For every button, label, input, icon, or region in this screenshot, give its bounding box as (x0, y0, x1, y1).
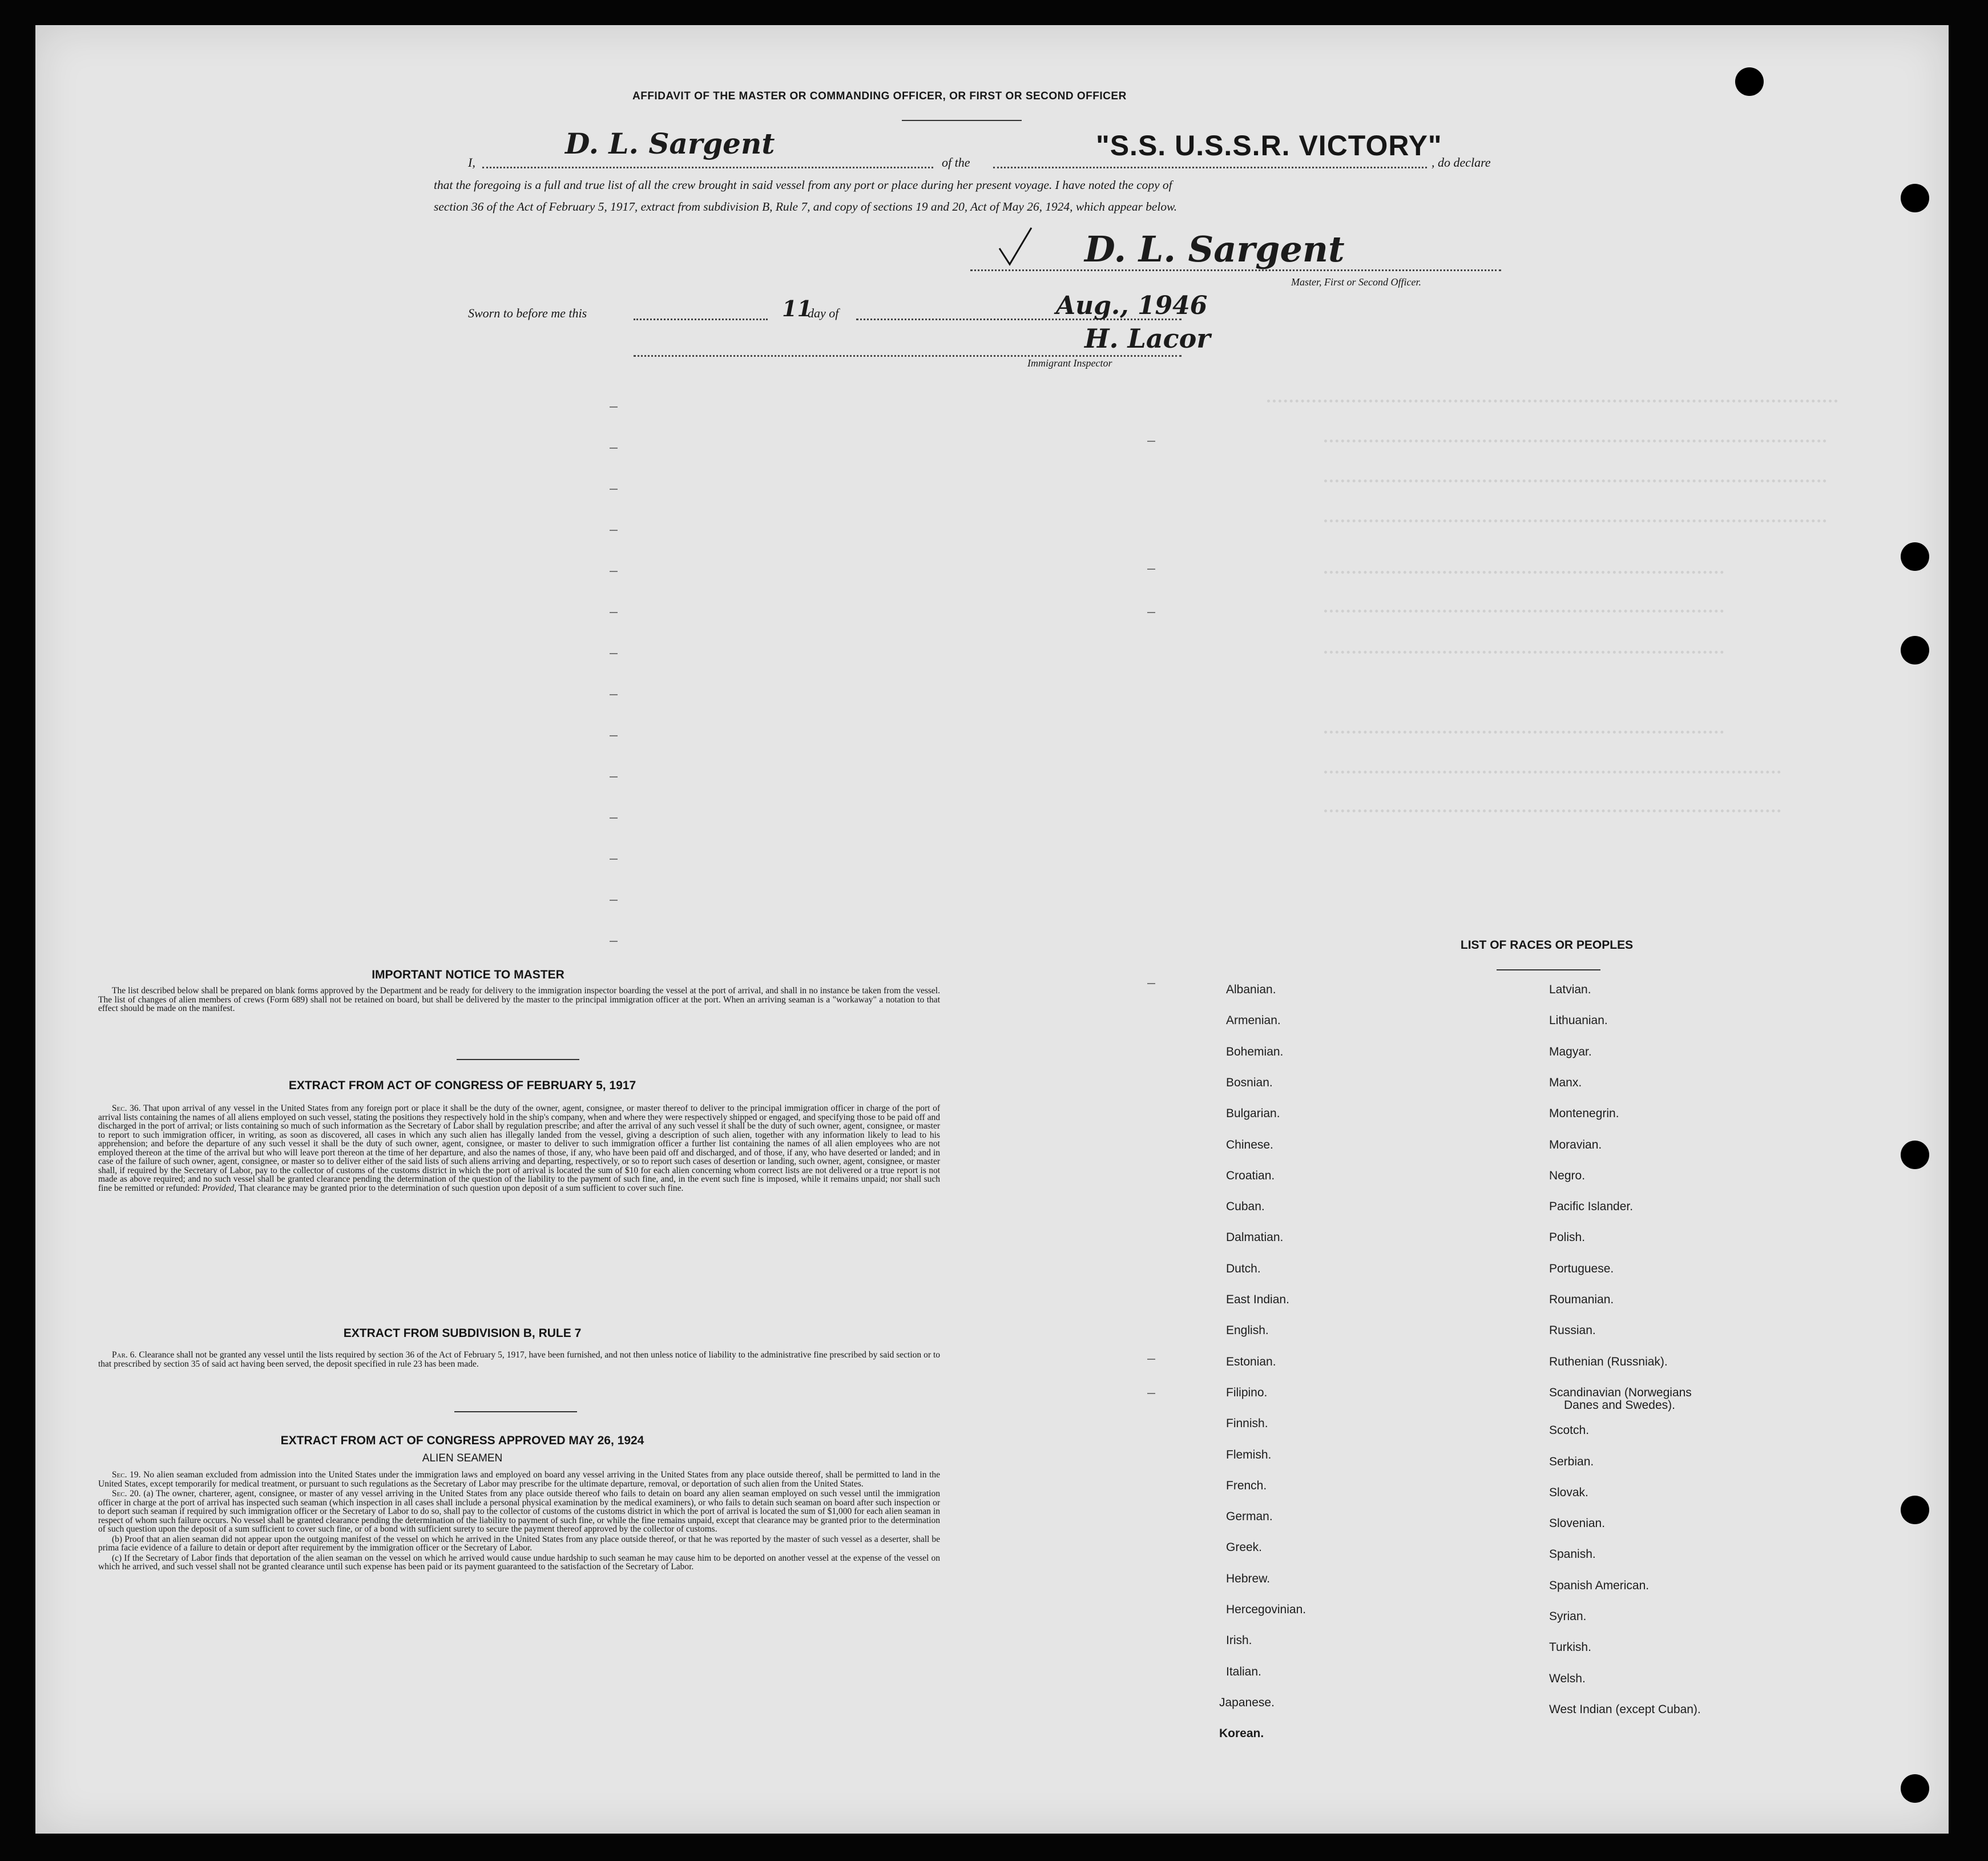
race-item: Portuguese. (1549, 1262, 1614, 1275)
race-item: Flemish. (1226, 1448, 1272, 1461)
notice-text: The list described below shall be prepared on blank forms approved by the Department and be ready for delivery to the immigration inspector boarding the vessel at the port of arrival, and shall in no instance be taken from the vessel. The list of changes of alien members of crews (Form 689) shall not be retained on board, but shall be delivered by the master to the principal immigration officer at the port. When an arriving seaman is a "workaway" a notation to that effect should be made on the manifest. (98, 986, 940, 1013)
row-dash (610, 859, 618, 860)
sworn-label: Sworn to before me this (468, 306, 587, 320)
inspector-caption: Immigrant Inspector (1027, 357, 1112, 369)
race-item: Welsh. (1549, 1671, 1586, 1685)
bleed-through-row (1324, 731, 1724, 734)
race-item: Magyar. (1549, 1045, 1592, 1058)
inspector-line (634, 355, 1181, 357)
race-item: Spanish. (1549, 1548, 1596, 1561)
race-item: Spanish American. (1549, 1578, 1650, 1592)
row-dash (1147, 441, 1155, 442)
row-dash (610, 735, 618, 736)
sec-20a-paragraph (98, 1489, 940, 1534)
row-dash (610, 941, 618, 942)
extract-1924-block (98, 1471, 940, 1573)
signature-caption: Master, First or Second Officer. (1291, 276, 1421, 288)
day-of-label: day of (808, 306, 839, 320)
bleed-through-row (1324, 480, 1826, 482)
race-item: Slovenian. (1549, 1517, 1606, 1530)
row-dash (610, 653, 618, 654)
bleed-through-row (1324, 440, 1826, 442)
row-dash (610, 900, 618, 901)
race-item: Bosnian. (1226, 1075, 1273, 1089)
race-item: Hercegovinian. (1226, 1603, 1306, 1616)
race-item: Montenegrin. (1549, 1107, 1619, 1121)
race-item: Cuban. (1226, 1200, 1265, 1214)
extract-1924-subtitle: ALIEN SEAMEN (422, 1452, 503, 1464)
race-item: Syrian. (1549, 1610, 1587, 1623)
vessel-name-line (993, 167, 1427, 168)
row-dash (1147, 1393, 1155, 1394)
row-dash (1147, 612, 1155, 613)
race-item: Polish. (1549, 1231, 1586, 1244)
sec-19-text: No alien seaman excluded from admission into the United States under the immigration laws and employed on board any vessel arriving in the United States from any place outside thereof, shall be permitted to land in the United States, except temporarily for medical treatment, or pursuant to such regulations as the Secretary of Labor may prescribe for the ultimate departure, removal, or deportation of such alien from the United States. (98, 1470, 941, 1489)
par-6-paragraph (98, 1351, 940, 1368)
race-item: Filipino. (1226, 1385, 1268, 1399)
race-item: Slovak. (1549, 1485, 1588, 1499)
sec-20b-paragraph: (b) Proof that an alien seaman did not appear upon the outgoing manifest of the vessel on which he arrived in the United States from any place outside thereof, or that he was reported by the master of such vessel as a deserter, shall be prima facie evidence of a failure to detain or deport after requirement by the immigration officer or the Secretary of Labor. (98, 1534, 940, 1553)
race-item: Italian. (1226, 1665, 1261, 1678)
sworn-day-line (634, 319, 768, 320)
race-item: Turkish. (1549, 1641, 1591, 1654)
race-item: French. (1226, 1479, 1267, 1492)
race-item: Chinese. (1226, 1138, 1273, 1151)
sec-36-text: That upon arrival of any vessel in the United States from any foreign port or place it shall be the duty of the owner, agent, consignee, or master thereof to deliver to the principal immigration officer in charge of the port of arrival lists containing the names of all aliens employed on such vessel, stating the positions they respectively hold in the ship's company, when and where they were respectively shipped or engaged, and specifying those to be paid off and discharged in the port of arrival; or lists containing so much of such information as the Secretary of Labor shall by regulation prescribe; and after the arrival of any such vessel it shall be the duty of such owner, agent, consignee, or master to report to such immigration officer, in writing, as soon as discovered, all cases in which any such alien has illegally landed from the vessel, giving a description of such alien, together with any information likely to lead to his apprehension; and before the departure of any such vessel it shall be the duty of such owner, agent, consignee, or master to deliver to such immigration officer a further list containing the names of all alien employees who are not employed thereon at the time of the arrival but who will leave port thereon at the time of her departure, and also the names of those, if any, who have been paid off and discharged, and of those, if any, who have deserted or landed; and in case of the failure of such owner, agent, consignee, or master so to deliver either of the said lists of such aliens arriving and departing, respectively, or so to report such cases of desertion or landing, such owner, agent, consignee, or master shall, if required by the Secretary of Labor, pay to the collector of customs of the customs district in which the port of arrival is located the sum of $10 for each alien concerning whom correct lists are not delivered or a true report is not made as above required; and no such vessel shall be granted clearance pending the determination of the question of the liability to the payment of such fine, and, in the event such fine is imposed, while it remains unpaid; nor shall such fine be remitted or refunded: (98, 1103, 940, 1193)
affidavit-line-3: section 36 of the Act of February 5, 1917, extract from subdivision B, Rule 7, and copy of sections 19 and 20, Act of May 26, 1924, which appear below. (434, 200, 1178, 214)
par-6-text: Clearance shall not be granted any vessel until the lists required by section 36 of the Act of February 5, 1917, have been furnished, and not then unless notice of liability to the administrative fine prescribed by said section or to that prescribed by section 35 of said act having been served, the deposit specified in rule 23 has been made. (98, 1350, 941, 1369)
race-item: Korean. (1219, 1727, 1264, 1741)
sec-20-label: Sec. 20. (112, 1489, 141, 1499)
bleed-through-row (1324, 771, 1781, 774)
binder-hole (1901, 1496, 1929, 1524)
race-item: Bohemian. (1226, 1045, 1284, 1058)
race-item: Armenian. (1226, 1014, 1281, 1028)
race-item: Bulgarian. (1226, 1107, 1280, 1121)
bleed-through-row (1324, 651, 1724, 654)
row-dash (610, 489, 618, 490)
officer-name-handwritten: D. L. Sargent (565, 127, 775, 160)
binder-hole (1901, 542, 1929, 571)
row-dash (610, 571, 618, 572)
race-item: Moravian. (1549, 1138, 1602, 1151)
race-item: Albanian. (1226, 983, 1276, 996)
row-dash (1147, 1359, 1155, 1360)
race-item: Danes and Swedes). (1564, 1398, 1675, 1412)
sworn-day-handwritten: 11 (782, 296, 812, 321)
notice-title: IMPORTANT NOTICE TO MASTER (372, 968, 564, 981)
race-item: English. (1226, 1324, 1269, 1338)
row-dash (1147, 569, 1155, 570)
row-dash (1147, 983, 1155, 984)
extract-rule7-title: EXTRACT FROM SUBDIVISION B, RULE 7 (343, 1327, 582, 1340)
race-item: Roumanian. (1549, 1293, 1614, 1306)
sec-36-label: Sec. 36. (112, 1103, 141, 1113)
title-rule (902, 120, 1022, 121)
race-item: Lithuanian. (1549, 1014, 1608, 1028)
affidavit-line-2: that the foregoing is a full and true list of all the crew brought in said vessel from any port or place during her present voyage. I have noted the copy of (434, 178, 1172, 192)
section-rule (454, 1411, 577, 1412)
race-item: Irish. (1226, 1634, 1252, 1647)
row-dash (610, 530, 618, 531)
race-item: Hebrew. (1226, 1572, 1271, 1585)
row-dash (610, 817, 618, 819)
sworn-month-year-handwritten: Aug., 1946 (1056, 291, 1208, 320)
extract-1917-block (98, 1104, 940, 1194)
binder-hole (1901, 184, 1929, 212)
binder-hole (1901, 1774, 1929, 1803)
race-item: Greek. (1226, 1541, 1263, 1554)
row-dash (610, 448, 618, 449)
par-6-label: Par. 6. (112, 1350, 137, 1360)
affidavit-i-label: I, (468, 155, 475, 170)
bleed-through-row (1324, 610, 1724, 613)
sec-20c-paragraph: (c) If the Secretary of Labor finds that deportation of the alien seaman on the vessel on which he arrived would cause undue hardship to such seaman he may cause him to be deported on another vessel at the expense of the vessel on which he arrived, and such vessel shall not be granted clearance until such expense has been paid or its payment guaranteed to the satisfaction of the Secretary of Labor. (98, 1553, 940, 1572)
do-declare-label: , do declare (1431, 155, 1491, 170)
bleed-through-row (1324, 571, 1724, 574)
race-item: German. (1226, 1510, 1273, 1524)
binder-hole (1735, 67, 1764, 96)
binder-hole (1901, 1141, 1929, 1169)
provided-word: Provided, (202, 1183, 237, 1193)
sec-19-paragraph (98, 1471, 940, 1488)
race-item: Serbian. (1549, 1455, 1594, 1468)
row-dash (610, 776, 618, 778)
master-signature: D. L. Sargent (1084, 228, 1345, 270)
race-item: East Indian. (1226, 1293, 1289, 1306)
vessel-name-stamp: "S.S. U.S.S.R. VICTORY" (1096, 130, 1442, 162)
race-item: Croatian. (1226, 1169, 1275, 1182)
race-item: Ruthenian (Russniak). (1549, 1355, 1668, 1368)
race-item: West Indian (except Cuban). (1549, 1702, 1701, 1716)
extract-rule7-block (98, 1351, 940, 1369)
bleed-through-row (1324, 809, 1781, 812)
sec-36-paragraph (98, 1104, 940, 1193)
race-item: Estonian. (1226, 1355, 1276, 1368)
races-title-rule (1497, 969, 1600, 970)
row-dash (610, 406, 618, 408)
sec-20a-text: (a) The owner, charterer, agent, consignee, or master of any vessel arriving in the United States from any place outside thereof who fails to detain on board any alien seaman employed on such vessel until the immigration officer in charge at the port of arrival has inspected such seaman (which inspection in all cases shall include a personal physical examination by the medical examiners), or who fails to detain such seaman on board after such inspection or to deport such seaman if required by such immigration officer or the Secretary of Labor to do so, shall pay to the collector of customs of the customs district in which the port of arrival is located the sum of $1,000 for each alien seaman in respect of whom such failure occurs. No vessel shall be granted clearance pending the determination of the liability to payment of such fine, or while the fine remains unpaid, except that clearance may be granted prior to the determination of such question upon the deposit of a sum sufficient to cover such fine, or of a bond with sufficient surety to secure the payment thereof approved by the collector of customs. (98, 1489, 941, 1534)
bleed-through-row (1267, 400, 1838, 402)
race-item: Pacific Islander. (1549, 1200, 1634, 1214)
race-item: Scotch. (1549, 1424, 1590, 1437)
race-item: Finnish. (1226, 1417, 1268, 1431)
race-item: Negro. (1549, 1169, 1586, 1182)
notice-block (98, 986, 940, 1014)
race-item: Manx. (1549, 1075, 1582, 1089)
checkmark (996, 225, 1036, 268)
row-dash (610, 612, 618, 613)
bleed-through-row (1324, 519, 1826, 522)
inspector-signature: H. Lacor (1084, 323, 1211, 354)
sec-36-text-end: That clearance may be granted prior to the determination of such question upon deposit of a sum sufficient to cover such fine. (238, 1183, 684, 1193)
race-item: Japanese. (1219, 1695, 1275, 1709)
race-item: Latvian. (1549, 983, 1591, 996)
race-item: Dalmatian. (1226, 1231, 1284, 1244)
races-title: LIST OF RACES OR PEOPLES (1460, 938, 1634, 952)
extract-1917-title: EXTRACT FROM ACT OF CONGRESS OF FEBRUARY 5, 1917 (288, 1079, 636, 1092)
sec-19-label: Sec. 19. (112, 1470, 141, 1480)
row-dash (610, 694, 618, 695)
race-item: Russian. (1549, 1324, 1596, 1338)
extract-1924-title: EXTRACT FROM ACT OF CONGRESS APPROVED MAY 26, 1924 (280, 1434, 644, 1447)
affidavit-title: AFFIDAVIT OF THE MASTER OR COMMANDING OFFICER, OR FIRST OR SECOND OFFICER (632, 90, 1127, 102)
race-item: Dutch. (1226, 1262, 1261, 1275)
officer-name-line (482, 167, 933, 168)
race-item: Scandinavian (Norwegians (1549, 1385, 1692, 1399)
of-the-label: of the (942, 155, 970, 170)
section-rule (457, 1059, 579, 1060)
binder-hole (1901, 636, 1929, 664)
